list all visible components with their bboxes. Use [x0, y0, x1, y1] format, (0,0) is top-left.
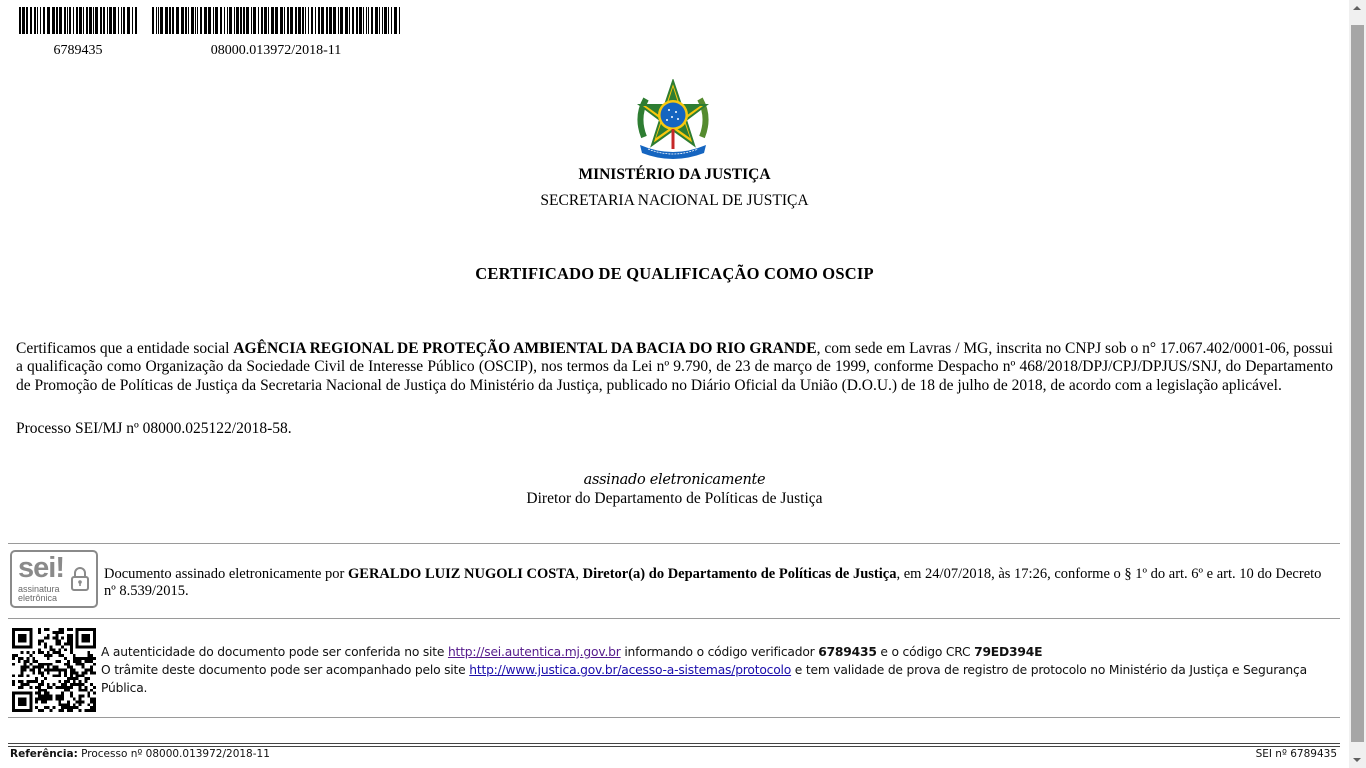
arrow-up-icon: [1353, 6, 1361, 10]
vertical-scrollbar[interactable]: [1349, 0, 1366, 768]
crc-code: 79ED394E: [974, 645, 1043, 659]
sei-autentica-link[interactable]: http://sei.autentica.mj.gov.br: [447, 645, 621, 659]
barcode-label: 08000.013972/2018-11: [210, 43, 342, 58]
certificate-title: CERTIFICADO DE QUALIFICAÇÃO COMO OSCIP: [475, 264, 874, 283]
verifier-code: 6789435: [818, 645, 877, 659]
scroll-thumb[interactable]: [1351, 25, 1364, 742]
sei-seal-sub2: eletrônica: [18, 593, 58, 603]
sei-signature-seal: [10, 550, 98, 608]
secretariat-heading: SECRETARIA NACIONAL DE JUSTIÇA: [540, 192, 809, 209]
lock-icon: [70, 566, 90, 592]
scroll-up-button[interactable]: [1349, 0, 1366, 17]
authenticity-info: [101, 643, 1336, 697]
ministry-heading: MINISTÉRIO DA JUSTIÇA: [578, 166, 771, 183]
barcode-process-number: [152, 7, 400, 59]
auth-line2-prefix: O trâmite deste documento pode ser acompanhado pelo site: [101, 663, 470, 677]
footer-sei-number: SEI nº 6789435: [1255, 748, 1337, 760]
sei-logo-text: sei!: [18, 552, 64, 584]
signed-note: assinado eletronicamente: [583, 472, 766, 488]
signature-suffix: , em 24/07/2018, às 17:26, conforme o § 1º do art. 6º e art. 10 do Decreto nº 8.539/2015.: [104, 566, 1322, 599]
certificate-body: [16, 340, 1333, 395]
scroll-down-button[interactable]: [1349, 751, 1366, 768]
sei-seal-sub1: assinatura: [18, 584, 60, 594]
sei-seal-subtitle: [18, 585, 60, 603]
brazil-coat-of-arms-icon: [634, 79, 712, 161]
body-prefix: Certificamos que a entidade social: [16, 340, 234, 357]
footer-divider: [8, 743, 1340, 744]
signature-prefix: Documento assinado eletronicamente por: [104, 566, 349, 582]
process-number: Processo SEI/MJ nº 08000.025122/2018-58.: [16, 420, 292, 437]
signer-name: GERALDO LUIZ NUGOLI COSTA: [348, 566, 576, 582]
barcode-icon: [19, 7, 137, 34]
protocolo-link[interactable]: http://www.justica.gov.br/acesso-a-sistemas/protocolo: [469, 663, 792, 677]
body-suffix: , com sede em Lavras / MG, inscrita no CNPJ sob o n° 17.067.402/0001-06, possui a qualificação como Organização da Sociedade Civil de Interesse Público (OSCIP), nos termos da Lei nº 9.790, de 23 de março de 1999, conforme Despacho nº 468/2018/DPJ/CPJ/DPJUS/SNJ, do Departamento de Promoção de Políticas de Justiça da Secretaria Nacional de Justiça do Ministério da Justiça, publicado no Diário Oficial da União (D.O.U.) de 18 de julho de 2018, de acordo com a legislação aplicável.: [16, 340, 1333, 394]
barcode-label: 6789435: [53, 43, 103, 58]
signature-statement: [104, 566, 1336, 600]
signature-comma: ,: [575, 566, 583, 582]
auth-line1-mid: informando o código verificador: [620, 645, 819, 659]
reference-value: Processo nº 08000.013972/2018-11: [77, 748, 270, 760]
auth-line2-suffix: e tem validade de prova de registro de protocolo no Ministério da Justiça e Segurança Pública.: [101, 663, 1307, 695]
barcode-icon: [152, 7, 400, 34]
divider: [8, 543, 1340, 544]
authenticity-line-2: [101, 661, 1336, 697]
footer-divider: [8, 746, 1340, 747]
barcode-document-number: [19, 7, 137, 59]
arrow-down-icon: [1353, 758, 1361, 762]
qr-code-icon: [12, 628, 96, 712]
divider: [8, 717, 1340, 718]
entity-name: AGÊNCIA REGIONAL DE PROTEÇÃO AMBIENTAL DA BACIA DO RIO GRANDE: [233, 340, 817, 357]
reference-label: Referência:: [10, 748, 78, 760]
divider: [8, 618, 1340, 619]
auth-line1-prefix: A autenticidade do documento pode ser conferida no site: [101, 645, 448, 659]
auth-line1-mid2: e o código CRC: [876, 645, 975, 659]
authenticity-line-1: [101, 643, 1336, 661]
signer-role: Diretor do Departamento de Políticas de Justiça: [526, 490, 823, 507]
signer-title: Diretor(a) do Departamento de Políticas de Justiça: [582, 566, 897, 582]
footer-reference: [10, 748, 270, 760]
